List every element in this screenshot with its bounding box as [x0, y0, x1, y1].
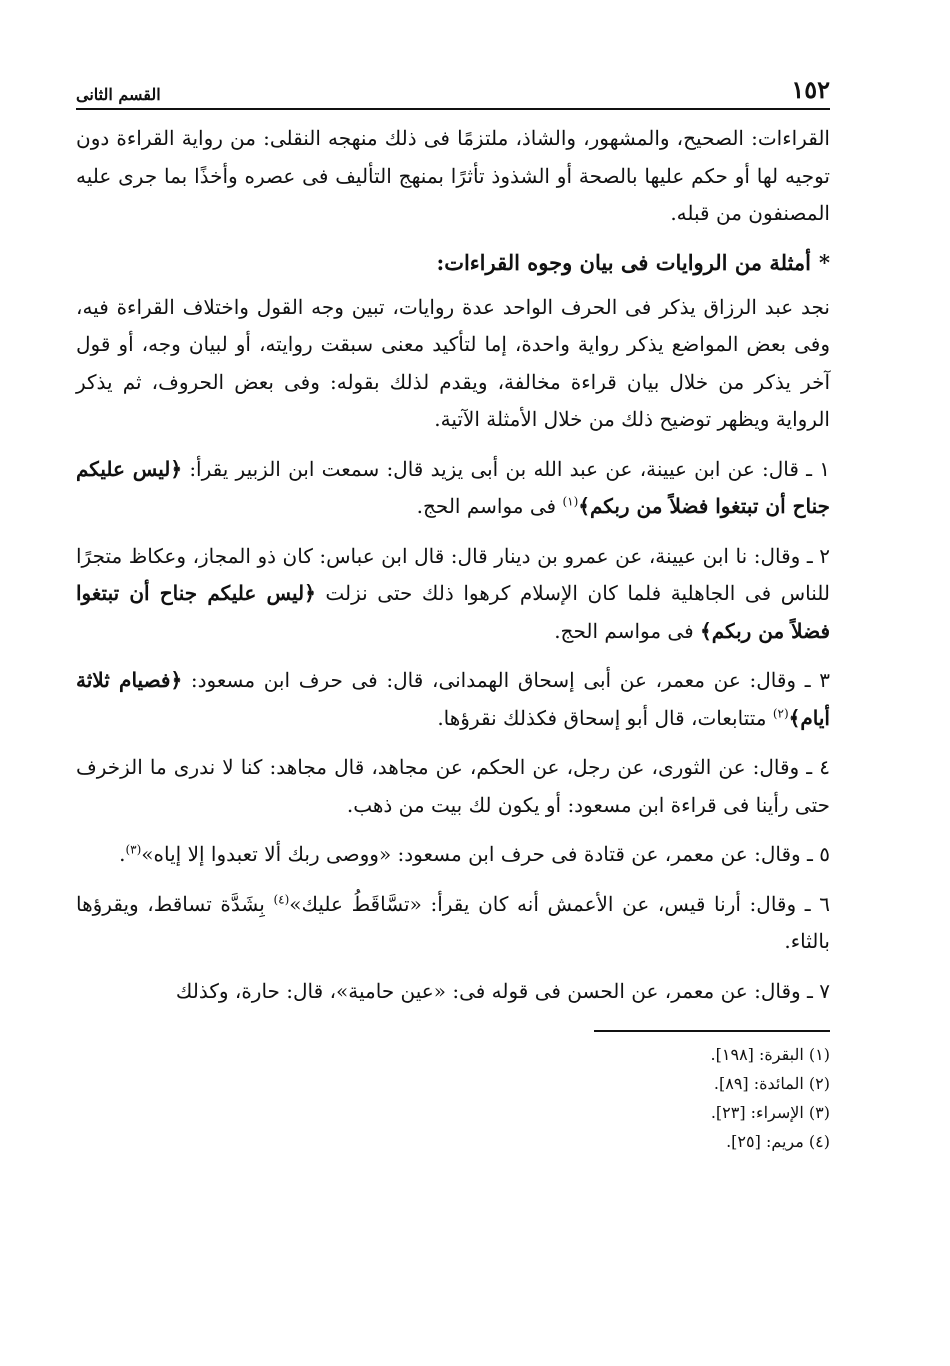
section-paragraph: نجد عبد الرزاق يذكر فى الحرف الواحد عدة روايات، تبين وجه القول واختلاف القراءة فيه، وفى بعض المواضع يذكر رواية واحدة، إما لتأكيد معنى سبقت روايته، أو لبيان وجه، أو قول آخر يذكر من خلال بيان قراءة مخالفة، ويقدم لذلك بقوله: وفى بعض الحروف، ثم يذكر الرواية ويظهر توضيح ذلك من خلال الأمثلة الآتية.	[76, 294, 830, 431]
footnote-ref[interactable]: (٢)	[772, 705, 789, 720]
star-bullet-icon: *	[819, 249, 830, 275]
quran-bracket-open: ﴿	[304, 581, 316, 605]
footnote-ref[interactable]: (٤)	[273, 891, 290, 906]
list-item	[76, 662, 830, 737]
page-number: ١٥٢	[791, 75, 830, 104]
section-heading	[76, 245, 830, 281]
entry-text-after: بِشَدَّة تساقط، ويقرؤها بالثاء.	[76, 891, 830, 953]
entry-text: ٣ ـ وقال: عن معمر، عن أبى إسحاق الهمدانى، قال: فى حرف ابن مسعود:	[182, 668, 831, 692]
examples-list	[76, 451, 830, 1011]
entry-text-after: فى مواسم الحج.	[554, 618, 700, 643]
entry-text-after: متتابعات، قال أبو إسحاق فكذلك نقرؤها.	[437, 705, 773, 730]
list-item	[76, 538, 830, 651]
entry-text: ٦ ـ وقال: أرنا قيس، عن الأعمش أنه كان يقرأ: «تسَّاقَطُ عليك»	[289, 891, 830, 916]
entry-text: ٤ ـ وقال: عن الثورى، عن رجل، عن الحكم، عن مجاهد، قال مجاهد: كنا لا ندرى ما الزخرف حتى رأينا فى قراءة ابن مسعود: أو يكون لك بيت من ذهب.	[76, 755, 830, 817]
entry-text: ١ ـ قال: عن ابن عيينة، عن عبد الله بن أبى يزيد قال: سمعت ابن الزبير يقرأ:	[182, 456, 830, 481]
footnote-ref[interactable]: (٣)	[125, 842, 142, 857]
footnote-ref[interactable]: (١)	[562, 494, 579, 509]
quran-bracket-close: ﴾	[700, 618, 712, 643]
quran-bracket-open: ﴿	[170, 668, 183, 692]
entry-text-after: فى مواسم الحج.	[416, 494, 563, 518]
quran-bracket-close: ﴾	[578, 494, 590, 518]
entry-text: ٢ ـ وقال: نا ابن عيينة، عن عمرو بن دينار قال: قال ابن عباس: كان ذو المجاز، وعكاظ متجرًا للناس فى الجاهلية فلما كان الإسلام كرهوا ذلك حتى نزلت	[76, 543, 830, 605]
quran-quote: ليس عليكم جناح أن تبتغوا فضلاً من ربكم	[76, 456, 830, 518]
running-head: القسم الثانى	[76, 85, 161, 104]
page-header	[76, 70, 830, 110]
list-item	[76, 973, 830, 1011]
footnote-3: (٣) الإسراء: [٢٣].	[710, 1103, 830, 1122]
quran-bracket-open: ﴿	[170, 456, 183, 481]
quran-quote: ليس عليكم جناح أن تبتغوا فضلاً من ربكم	[76, 581, 830, 643]
section-heading-text: أمثلة من الروايات فى بيان وجوه القراءات:	[436, 249, 812, 275]
book-page	[76, 70, 830, 1156]
footnote-1: (١) البقرة: [١٩٨].	[710, 1045, 830, 1064]
quran-quote: فصيام ثلاثة أيام	[76, 668, 830, 730]
footnote-divider	[594, 1030, 830, 1032]
entry-text: ٥ ـ وقال: عن معمر، عن قتادة فى حرف ابن مسعود: «ووصى ربك ألا تعبدوا إلا إياه»	[141, 842, 830, 866]
footnote-4: (٤) مريم: [٢٥].	[726, 1132, 830, 1151]
list-item	[76, 836, 830, 874]
footnotes	[76, 1040, 830, 1156]
intro-paragraph: القراءات: الصحيح، والمشهور، والشاذ، ملتزمًا فى ذلك منهجه النقلى: من رواية القراءة دون توجيه لها أو حكم عليها بالصحة أو الشذوذ تأثرًا بمنهج التأليف فى عصره وأخذًا بما جرى عليه المصنفون من قبله.	[76, 126, 830, 225]
entry-text: ٧ ـ وقال: عن معمر، عن الحسن فى قوله فى: «عين حامية»، قال: حارة، وكذلك	[175, 978, 830, 1003]
list-item	[76, 451, 830, 526]
quran-bracket-close: ﴾	[788, 705, 801, 730]
footnote-2: (٢) المائدة: [٨٩].	[713, 1074, 830, 1093]
list-item	[76, 886, 830, 961]
list-item	[76, 749, 830, 824]
entry-text-after: .	[119, 842, 126, 866]
